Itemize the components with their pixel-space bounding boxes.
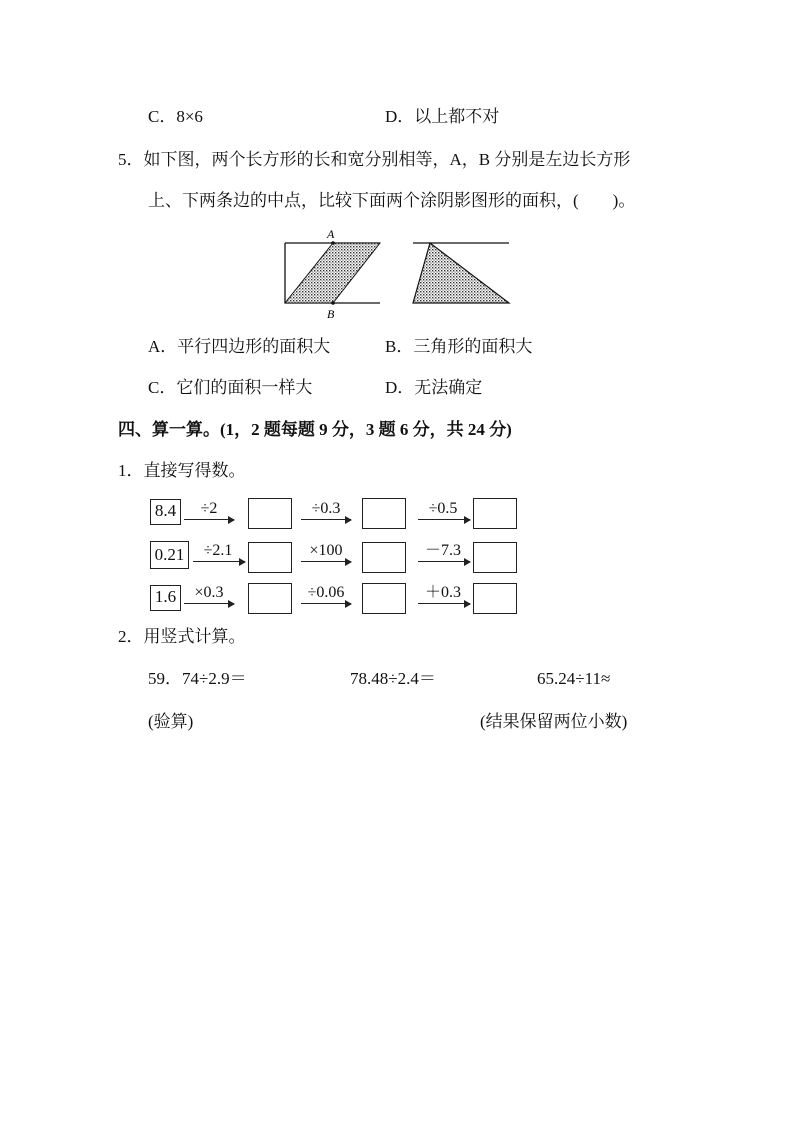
answer-box[interactable] xyxy=(362,498,406,529)
operation-label: ÷2.1 xyxy=(203,542,233,559)
operation-label: －7.3 xyxy=(424,542,461,559)
parallelogram-in-rectangle-figure xyxy=(278,222,388,322)
question-5-line1: 5．如下图，两个长方形的长和宽分别相等，A，B 分别是左边长方形 xyxy=(118,150,631,169)
calc-problem-2: 78.48÷2.4＝ xyxy=(350,669,436,688)
triangle-figure xyxy=(408,222,518,322)
calc-problem-1: 59．74÷2.9＝ xyxy=(148,669,247,688)
answer-box[interactable] xyxy=(362,583,406,614)
arrow-icon xyxy=(301,603,351,604)
operation-label: ×0.3 xyxy=(194,584,224,601)
arrow-icon xyxy=(193,561,245,562)
rounding-note: (结果保留两位小数) xyxy=(480,712,628,731)
operation-label: ÷0.06 xyxy=(307,584,345,601)
q2-title: 2．用竖式计算。 xyxy=(118,627,246,646)
question-5-line2: 上、下两条边的中点，比较下面两个涂阴影图形的面积，( )。 xyxy=(148,191,636,210)
q1-title: 1．直接写得数。 xyxy=(118,461,246,480)
operation-label: ＋0.3 xyxy=(424,584,461,601)
operation-label: ÷0.5 xyxy=(428,500,458,517)
operation-label: ÷2 xyxy=(200,500,218,517)
answer-box[interactable] xyxy=(362,542,406,573)
answer-box[interactable] xyxy=(248,583,292,614)
answer-box[interactable] xyxy=(248,542,292,573)
answer-box[interactable] xyxy=(473,583,517,614)
point-b-label: B xyxy=(327,307,335,321)
start-value-box: 0.21 xyxy=(150,541,189,569)
arrow-icon xyxy=(418,561,470,562)
arrow-icon xyxy=(301,561,351,562)
operation-label: ÷0.3 xyxy=(311,500,341,517)
calc-problem-3: 65.24÷11≈ xyxy=(537,669,611,688)
answer-box[interactable] xyxy=(473,498,517,529)
q5-option-c: C．它们的面积一样大 xyxy=(148,378,313,397)
start-value-box: 8.4 xyxy=(150,499,181,525)
q5-option-d: D．无法确定 xyxy=(385,378,483,397)
start-value-box: 1.6 xyxy=(150,585,181,611)
arrow-icon xyxy=(301,519,351,520)
q5-option-a: A．平行四边形的面积大 xyxy=(148,337,331,356)
operation-label: ×100 xyxy=(309,542,343,559)
option-d: D．以上都不对 xyxy=(385,107,500,126)
point-a-label: A xyxy=(327,227,335,241)
arrow-icon xyxy=(418,519,470,520)
option-c: C．8×6 xyxy=(148,107,203,126)
answer-box[interactable] xyxy=(248,498,292,529)
verify-note: (验算) xyxy=(148,712,194,731)
section-4-heading: 四、算一算。(1，2 题每题 9 分，3 题 6 分，共 24 分) xyxy=(118,420,512,439)
arrow-icon xyxy=(184,603,234,604)
arrow-icon xyxy=(184,519,234,520)
q5-option-b: B．三角形的面积大 xyxy=(385,337,533,356)
arrow-icon xyxy=(418,603,470,604)
answer-box[interactable] xyxy=(473,542,517,573)
